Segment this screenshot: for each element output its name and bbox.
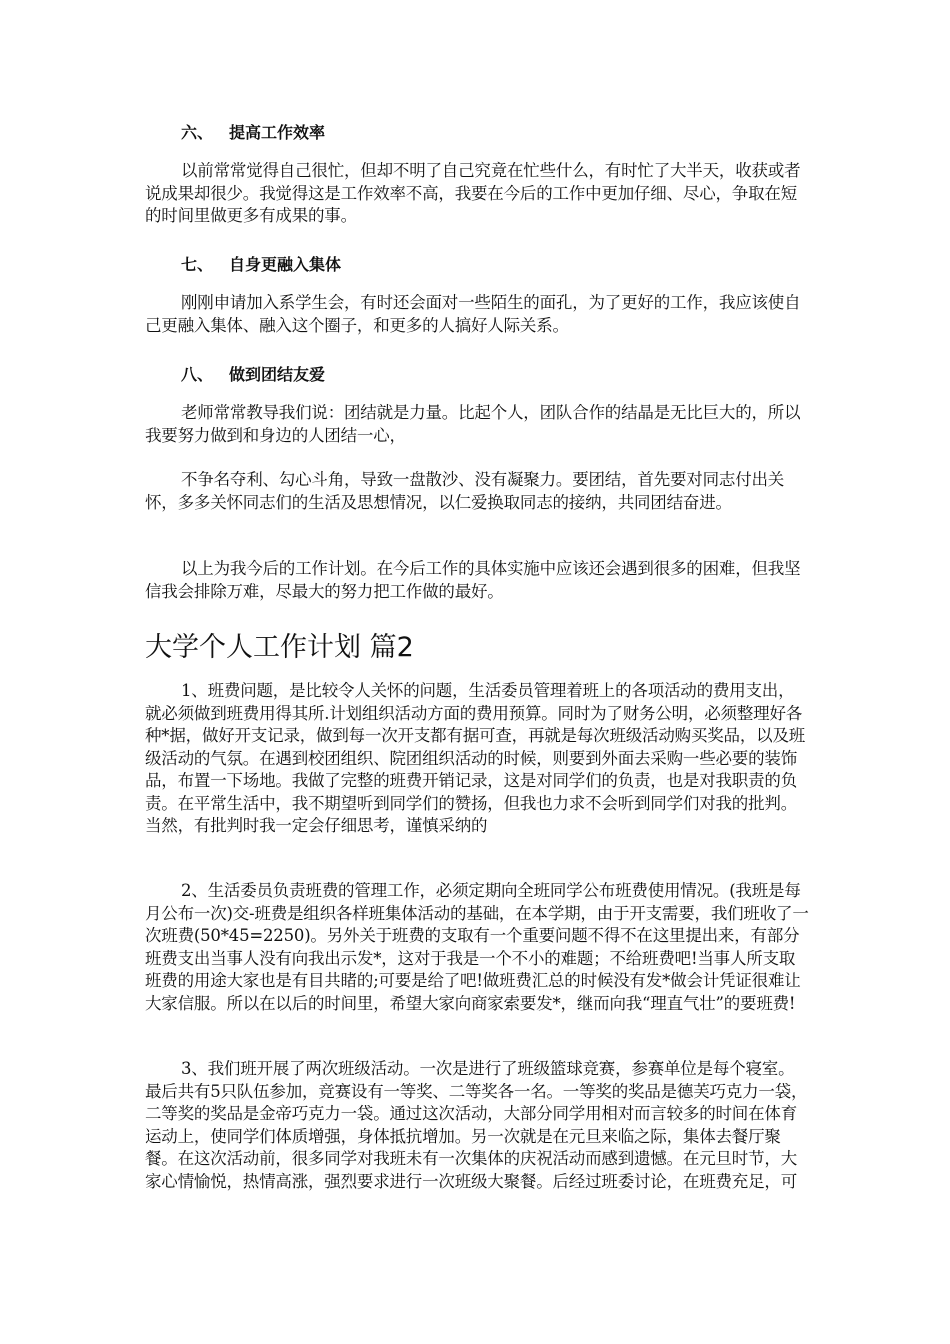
section-title: 自身更融入集体	[229, 255, 342, 274]
section-number: 七、	[181, 255, 214, 274]
section-heading-8	[145, 362, 846, 385]
section-number: 六、	[181, 123, 214, 142]
section-heading-7	[145, 252, 846, 275]
paragraph: 不争名夺利、勾心斗角，导致一盘散沙、没有凝聚力。要团结，首先要对同志付出关怀，多多关怀同志们的生活及思想情况，以仁爱换取同志的接纳，共同团结奋进。	[145, 470, 785, 512]
article-heading: 大学个人工作计划 篇2	[145, 632, 414, 663]
paragraph: 以前常常觉得自己很忙，但却不明了自己究竟在忙些什么，有时忙了大半天，收获或者说成果却很少。我觉得这是工作效率不高，我要在今后的工作中更加仔细、尽心，争取在短的时间里做更多有成果的事。	[145, 161, 801, 225]
paragraph: 3、我们班开展了两次班级活动。一次是进行了班级篮球竞赛，参赛单位是每个寝室。最后共有5只队伍参加，竞赛设有一等奖、二等奖各一名。一等奖的奖品是德芙巧克力一袋，二等奖的奖品是金帝巧克力一袋。通过这次活动，大部分同学用相对而言较多的时间在体育运动上，使同学们体质增强，身体抵抗增加。另一次就是在元旦来临之际，集体去餐厅聚餐。在这次活动前，很多同学对我班未有一次集体的庆祝活动而感到遗憾。在元旦时节，大家心情愉悦，热情高涨，强烈要求进行一次班级大聚餐。后经过班委讨论，在班费充足，可	[145, 1059, 808, 1191]
section-number: 八、	[181, 365, 214, 384]
paragraph: 刚刚申请加入系学生会，有时还会面对一些陌生的面孔，为了更好的工作，我应该使自己更融入集体、融入这个圈子，和更多的人搞好人际关系。	[145, 293, 801, 335]
section-heading-6	[145, 120, 846, 143]
section-title: 提高工作效率	[229, 123, 326, 142]
section-title: 做到团结友爱	[229, 365, 326, 384]
paragraph: 2、生活委员负责班费的管理工作，必须定期向全班同学公布班费使用情况。(我班是每月公布一次)交-班费是组织各样班集体活动的基础，在本学期，由于开支需要，我们班收了一次班费(50*45=2250)。另外关于班费的支取有一个重要问题不得不在这里提出来，有部分班费支出当事人没有向我出示发*，这对于我是一个不小的难题；不给班费吧!当事人所支取班费的用途大家也是有目共睹的;可要是给了吧!做班费汇总的时候没有发*做会计凭证很难让大家信服。所以在以后的时间里，希望大家向商家索要发*，继而向我“理直气壮”的要班费!	[145, 881, 809, 1013]
paragraph: 以上为我今后的工作计划。在今后工作的具体实施中应该还会遇到很多的困难，但我坚信我会排除万难，尽最大的努力把工作做的最好。	[145, 559, 801, 601]
paragraph: 1、班费问题，是比较令人关怀的问题，生活委员管理着班上的各项活动的费用支出，就必须做到班费用得其所.计划组织活动方面的费用预算。同时为了财务公明，必须整理好各种*据，做好开支记录，做到每一次开支都有据可查，再就是每次班级活动购买奖品，以及班级活动的气氛。在遇到校团组织、院团组织活动的时候，则要到外面去采购一些必要的装饰品，布置一下场地。我做了完整的班费开销记录，这是对同学们的负责，也是对我职责的负责。在平常生活中，我不期望听到同学们的赞扬，但我也力求不会听到同学们对我的批判。当然，有批判时我一定会仔细思考，谨慎采纳的	[145, 681, 806, 835]
paragraph: 老师常常教导我们说：团结就是力量。比起个人，团队合作的结晶是无比巨大的，所以我要努力做到和身边的人团结一心，	[145, 403, 801, 445]
